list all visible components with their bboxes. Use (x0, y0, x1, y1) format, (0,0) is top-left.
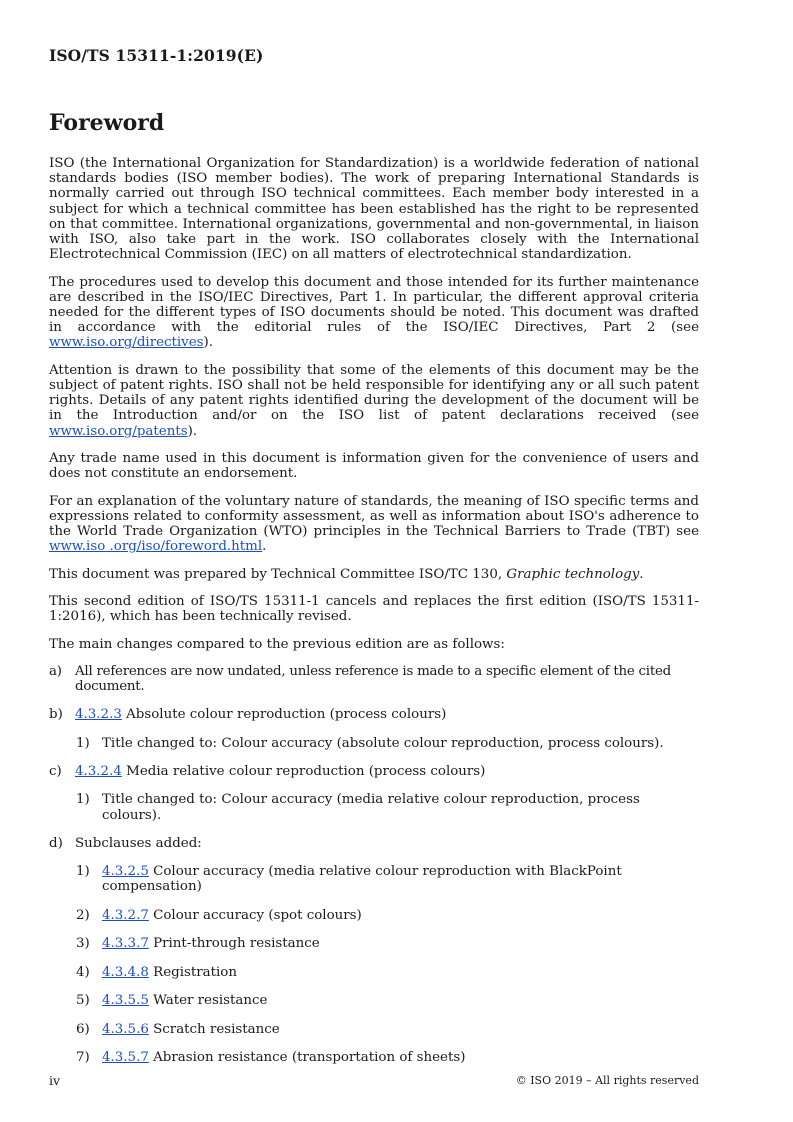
clause-link[interactable]: 4.3.2.3 (75, 707, 122, 723)
sub-list-item-text: Print-through resistance (148, 936, 320, 952)
sub-list-item-text: Colour accuracy (spot colours) (148, 907, 362, 923)
paragraph-text: For an explanation of the voluntary nature of standards, the meaning of ISO specific terms and expressions related to conformity assessment, as well as information about ISO's adherence to the World Trade Organization (WTO) principles in the Technical Barriers to Trade (TBT) see (49, 493, 699, 540)
paragraph-committee (49, 567, 699, 582)
sub-list-item-text: Title changed to: Colour accuracy (absolute colour reproduction, process colours). (102, 735, 664, 751)
sub-list-item-label: 7) (76, 1050, 90, 1066)
clause-link[interactable]: 4.3.3.7 (102, 936, 149, 952)
foreword-link[interactable]: www.iso .org/iso/foreword.html (49, 539, 263, 555)
paragraph-iso-intro: ISO (the International Organization for Standardization) is a worldwide federation of national standards bodies (ISO member bodies). The work of preparing International Standards is normally carried out through ISO technical committees. Each member body interested in a subject for which a technical committee has been established has the right to be represented on that committee. International organizations, governmental and non-governmental, in liaison with ISO, also take part in the work. ISO collaborates closely with the International Electrotechnical Commission (IEC) on all matters of electrotechnical standardization. (49, 156, 699, 263)
list-item-text: All references are now undated, unless reference is made to a specific element of the cited document. (75, 663, 671, 695)
document-identifier: ISO/TS 15311-1:2019(E) (49, 46, 264, 65)
paragraph-edition: This second edition of ISO/TS 15311-1 cancels and replaces the first edition (ISO/TS 15311-1:2016), which has been technically revised. (49, 594, 699, 625)
list-item-text: Subclauses added: (75, 836, 202, 851)
paragraph-changes-intro: The main changes compared to the previous edition are as follows: (49, 636, 505, 652)
sub-list-item-label: 6) (76, 1021, 90, 1037)
list-item-label: b) (49, 707, 63, 723)
paragraph-patents (49, 363, 699, 439)
patents-link[interactable]: www.iso.org/patents (49, 423, 188, 439)
changes-list (49, 664, 699, 1066)
paragraph-procedures (49, 275, 699, 351)
committee-name: Graphic technology (506, 566, 640, 582)
list-item-text: Absolute colour reproduction (process colours) (121, 707, 447, 723)
sub-list-item-label: 3) (76, 936, 90, 952)
clause-link[interactable]: 4.3.4.8 (102, 964, 149, 980)
copyright-notice: © ISO 2019 – All rights reserved (515, 1074, 699, 1087)
paragraph-text: The procedures used to develop this document and those intended for its further maintenance are described in the ISO/IEC Directives, Part 1. In particular, the different approval criteria needed for the different types of ISO documents should be noted. This document was drafted in accordance with the editorial rules of the ISO/IEC Directives, Part 2 (see (49, 274, 699, 336)
directives-link[interactable]: www.iso.org/directives (49, 335, 204, 351)
sub-list-item-label: 2) (76, 907, 90, 923)
sub-list-item (49, 1050, 699, 1065)
sub-list-item (49, 993, 699, 1008)
sub-list-item (49, 908, 699, 923)
sub-list-item (49, 736, 699, 751)
sub-list-item-label: 1) (76, 864, 90, 880)
foreword-body (49, 156, 699, 1079)
clause-link[interactable]: 4.3.5.6 (102, 1021, 149, 1037)
page-number: iv (49, 1073, 61, 1088)
sub-list-item (49, 1022, 699, 1037)
sub-list-item-label: 1) (76, 792, 90, 808)
list-item (49, 764, 699, 779)
sub-list-item-text: Registration (148, 964, 237, 980)
list-item (49, 836, 699, 851)
paragraph-text-end: ). (203, 335, 214, 351)
sub-list-item-text: Water resistance (148, 993, 268, 1009)
sub-list-item-text: Title changed to: Colour accuracy (media relative colour reproduction, process colours). (102, 792, 640, 823)
clause-link[interactable]: 4.3.2.7 (102, 907, 149, 923)
list-item-text: Media relative colour reproduction (process colours) (121, 764, 486, 780)
sub-list-item (49, 864, 699, 894)
paragraph-text-end: . (639, 566, 644, 582)
list-item-label: d) (49, 836, 63, 851)
clause-link[interactable]: 4.3.5.5 (102, 993, 149, 1009)
list-item (49, 707, 699, 722)
paragraph-text: This document was prepared by Technical Committee ISO/TC 130, (49, 566, 507, 582)
sub-list-item (49, 936, 699, 951)
sub-list-item-text: Abrasion resistance (transportation of sheets) (148, 1050, 466, 1066)
sub-list-item-label: 1) (76, 735, 90, 751)
page-title: Foreword (49, 110, 165, 136)
clause-link[interactable]: 4.3.2.4 (75, 764, 122, 780)
paragraph-trade-name: Any trade name used in this document is information given for the convenience of users and does not constitute an endorsement. (49, 451, 699, 482)
clause-link[interactable]: 4.3.2.5 (102, 864, 149, 880)
sub-list-item-text: Colour accuracy (media relative colour reproduction with BlackPoint compensation) (102, 864, 622, 895)
sub-list-item-label: 5) (76, 993, 90, 1009)
paragraph-text-end: . (262, 539, 267, 555)
sub-list-item-label: 4) (76, 964, 90, 980)
list-item (49, 664, 699, 694)
paragraph-text-end: ). (187, 423, 198, 439)
paragraph-voluntary-nature (49, 494, 699, 555)
paragraph-text: Attention is drawn to the possibility that some of the elements of this document may be the subject of patent rights. ISO shall not be held responsible for identifying any or all such patent rights. Details of any patent rights identified during the development of the document will be in the Introduction and/or on the ISO list of patent declarations received (see (49, 362, 699, 424)
list-item-label: a) (49, 663, 62, 679)
clause-link[interactable]: 4.3.5.7 (102, 1050, 149, 1066)
sub-list-item (49, 792, 699, 822)
list-item-label: c) (49, 764, 62, 780)
sub-list-item (49, 965, 699, 980)
sub-list-item-text: Scratch resistance (148, 1021, 280, 1037)
